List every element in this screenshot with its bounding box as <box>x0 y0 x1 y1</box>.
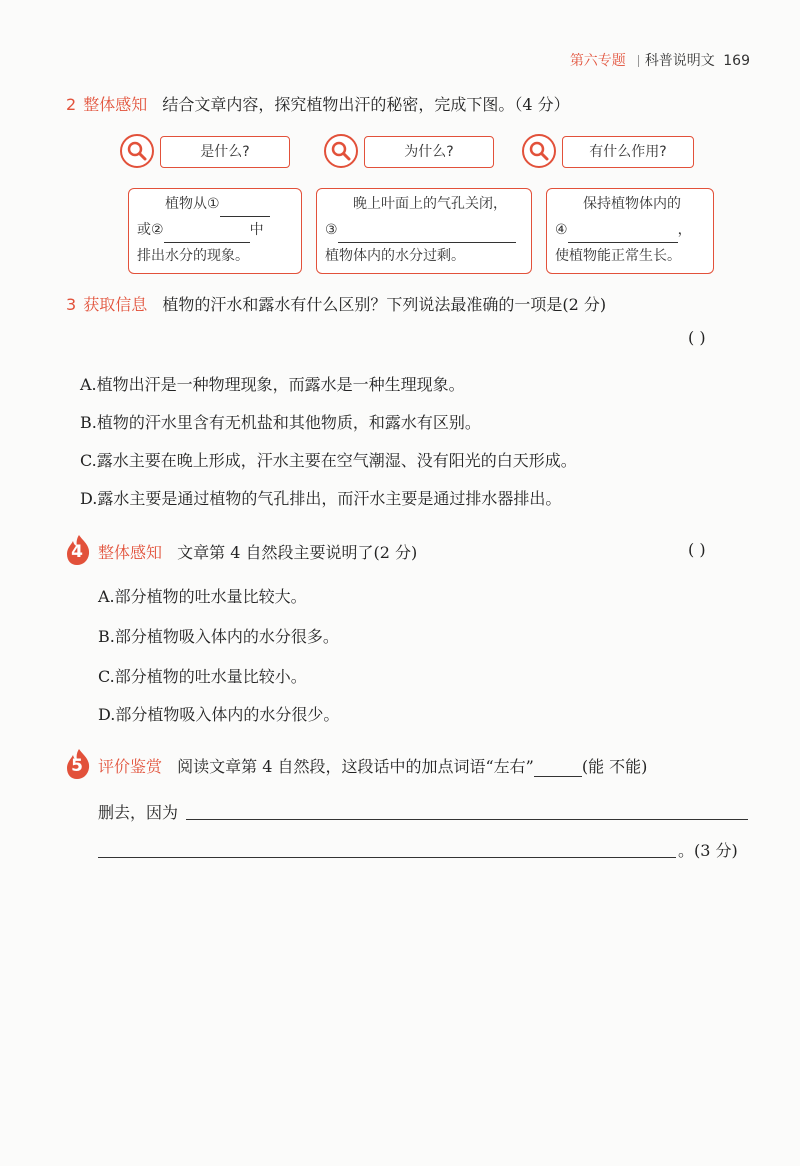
magnifier-icon <box>522 134 556 168</box>
option-a[interactable]: A.植物出汗是一种物理现象，而露水是一种生理现象。 <box>80 375 465 394</box>
box-text: 植物从① <box>165 196 220 212</box>
box-text: 排出水分的现象。 <box>137 248 249 264</box>
score-note: 。(3 分) <box>678 841 738 860</box>
option-d[interactable]: D.露水主要是通过植物的气孔排出，而汗水主要是通过排水器排出。 <box>80 489 562 508</box>
pill-label: 为什么? <box>364 136 494 168</box>
flame-number-icon: 5 <box>66 748 92 780</box>
question-text: 阅读文章第 4 自然段，这段话中的加点词语“左右” <box>177 757 534 776</box>
question-tag: 获取信息 <box>83 295 148 314</box>
question-text: 植物的汗水和露水有什么区别？下列说法最准确的一项是(2 分) <box>162 295 607 314</box>
box-text: 使植物能正常生长。 <box>555 248 681 264</box>
blank-1[interactable] <box>220 198 270 217</box>
answer-paren[interactable]: ( ) <box>688 540 706 559</box>
page-number: 169 <box>723 53 750 69</box>
answer-paren[interactable]: ( ) <box>688 328 706 347</box>
question-number: 2 <box>66 95 77 114</box>
blank-3[interactable] <box>338 224 516 243</box>
flame-number-icon: 4 <box>66 534 92 566</box>
option-b[interactable]: B.植物的汗水里含有无机盐和其他物质，和露水有区别。 <box>80 413 481 432</box>
box-text: 晚上叶面上的气孔关闭， <box>353 196 507 212</box>
reason-prompt: 删去，因为 <box>98 803 179 822</box>
option-a[interactable]: A.部分植物的吐水量比较大。 <box>98 587 307 606</box>
effect-box <box>546 188 714 274</box>
box-text: 植物体内的水分过剩。 <box>325 248 465 264</box>
question-5 <box>98 754 647 777</box>
effect-pill <box>522 134 694 168</box>
option-c[interactable]: C.部分植物的吐水量比较小。 <box>98 667 307 686</box>
question-text: (能 不能) <box>581 757 648 776</box>
box-text: 或② <box>137 222 164 238</box>
magnifier-icon <box>120 134 154 168</box>
question-4 <box>98 540 417 563</box>
question-text: 结合文章内容，探究植物出汗的秘密，完成下图。（4 分） <box>162 95 570 114</box>
question-tag: 整体感知 <box>98 543 163 562</box>
answer-line-2[interactable] <box>98 856 676 858</box>
box-text: 中 <box>249 222 264 238</box>
pill-label: 是什么? <box>160 136 290 168</box>
pill-label: 有什么作用? <box>562 136 694 168</box>
blank-5[interactable] <box>534 758 582 777</box>
header-divider <box>638 55 639 67</box>
question-text: 文章第 4 自然段主要说明了(2 分) <box>177 543 418 562</box>
what-pill <box>120 134 290 168</box>
question-2 <box>66 92 570 115</box>
page-header <box>570 50 750 70</box>
option-c[interactable]: C.露水主要在晚上形成，汗水主要在空气潮湿、没有阳光的白天形成。 <box>80 451 577 470</box>
blank-4[interactable] <box>568 224 678 243</box>
what-box <box>128 188 302 274</box>
question-tag: 整体感知 <box>83 95 148 114</box>
why-pill <box>324 134 494 168</box>
box-text: 保持植物体内的 <box>583 196 681 212</box>
topic-label: 第六专题 <box>569 53 626 69</box>
option-b[interactable]: B.部分植物吸入体内的水分很多。 <box>98 627 339 646</box>
option-d[interactable]: D.部分植物吸入体内的水分很少。 <box>98 705 340 724</box>
question-tag: 评价鉴赏 <box>98 757 163 776</box>
box-text: ④ <box>555 222 568 238</box>
magnifier-icon <box>324 134 358 168</box>
question-number: 3 <box>66 295 77 314</box>
question-3 <box>66 292 606 315</box>
why-box <box>316 188 532 274</box>
subject-label: 科普说明文 <box>644 53 715 69</box>
blank-2[interactable] <box>164 224 250 243</box>
box-text: ， <box>677 222 692 238</box>
answer-line-1[interactable] <box>186 818 748 820</box>
box-text: ③ <box>325 222 338 238</box>
